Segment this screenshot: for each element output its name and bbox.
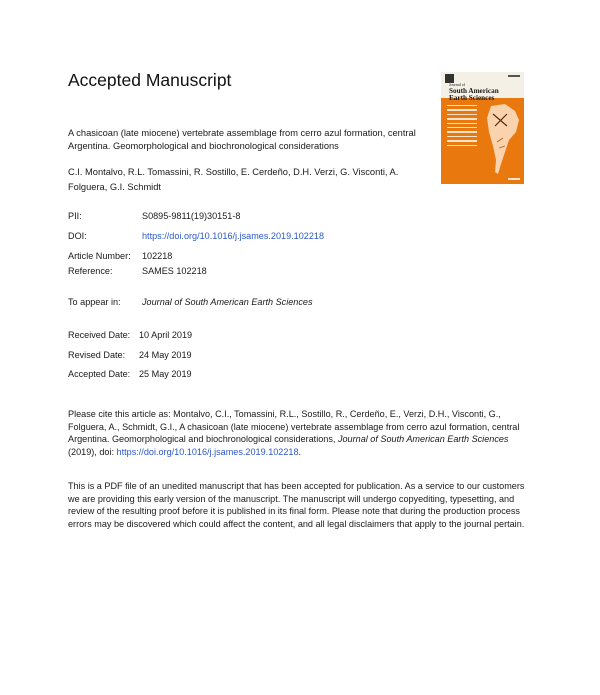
appear-value bbox=[142, 297, 313, 308]
received-date-value: 10 April 2019 bbox=[139, 330, 193, 340]
doi-label: DOI: bbox=[68, 231, 87, 241]
citation-prefix: Please cite this article as: Montalvo, C.I., Tomassini, R.L., Sostillo, R., Cerdeño, E., Verzi, D.H., Visconti, G., Folguera, A., Schmidt, G.I., A chasicoan (late miocene) vertebrate assemblage from cerro azul formation, central Argentina. Geomorphological and biochronological considerations, bbox=[68, 409, 520, 444]
reference-value: SAMES 102218 bbox=[142, 266, 207, 276]
citation-middle: (2019), doi: bbox=[68, 446, 117, 457]
cover-journal-title bbox=[449, 83, 499, 102]
pii-value: S0895-9811(19)30151-8 bbox=[142, 211, 241, 221]
map-of-south-america-icon bbox=[485, 102, 521, 176]
citation-end: . bbox=[298, 446, 302, 457]
doi-link[interactable]: https://doi.org/10.1016/j.jsames.2019.102218 bbox=[142, 231, 325, 241]
received-date-label: Received Date: bbox=[68, 330, 131, 340]
cover-journal-line2: Earth Sciences bbox=[449, 93, 495, 102]
reference-label: Reference: bbox=[68, 266, 113, 276]
journal-cover-image bbox=[441, 72, 524, 184]
cover-journal-line1: South American bbox=[449, 86, 499, 95]
article-number-label: Article Number: bbox=[68, 251, 131, 261]
citation-paragraph bbox=[68, 408, 536, 458]
cover-footer-mark bbox=[508, 178, 520, 180]
page-heading: Accepted Manuscript bbox=[68, 70, 232, 90]
appear-journal: Journal of South American Earth Sciences bbox=[142, 297, 313, 307]
accepted-date-label: Accepted Date: bbox=[68, 369, 131, 379]
cover-contents-lines bbox=[447, 105, 477, 149]
appear-label: To appear in: bbox=[68, 297, 121, 307]
cover-volume-mark bbox=[508, 75, 520, 77]
revised-date-label: Revised Date: bbox=[68, 350, 126, 360]
article-number-value: 102218 bbox=[142, 251, 173, 261]
cover-journal-small: Journal of bbox=[449, 82, 466, 87]
pii-label: PII: bbox=[68, 211, 82, 221]
disclaimer-paragraph: This is a PDF file of an unedited manuscript that has been accepted for publication. As a service to our customers we are providing this early version of the manuscript. The manuscript will undergo copyediting, typesetting, and review of the resulting proof before it is published in its final form. Please note that during the production process errors may be discovered which could affect the content, and all legal disclaimers that apply to the journal pertain. bbox=[68, 481, 525, 529]
article-title: A chasicoan (late miocene) vertebrate assemblage from cerro azul formation, central Argentina. Geomorphological and biochronological considerations bbox=[68, 128, 416, 151]
citation-journal: Journal of South American Earth Sciences bbox=[337, 434, 509, 444]
citation-doi-link[interactable]: https://doi.org/10.1016/j.jsames.2019.102218 bbox=[116, 446, 299, 457]
accepted-date-value: 25 May 2019 bbox=[139, 369, 192, 379]
article-authors: C.I. Montalvo, R.L. Tomassini, R. Sostillo, E. Cerdeño, D.H. Verzi, G. Visconti, A. Folguera, G.I. Schmidt bbox=[68, 167, 399, 192]
revised-date-value: 24 May 2019 bbox=[139, 350, 192, 360]
